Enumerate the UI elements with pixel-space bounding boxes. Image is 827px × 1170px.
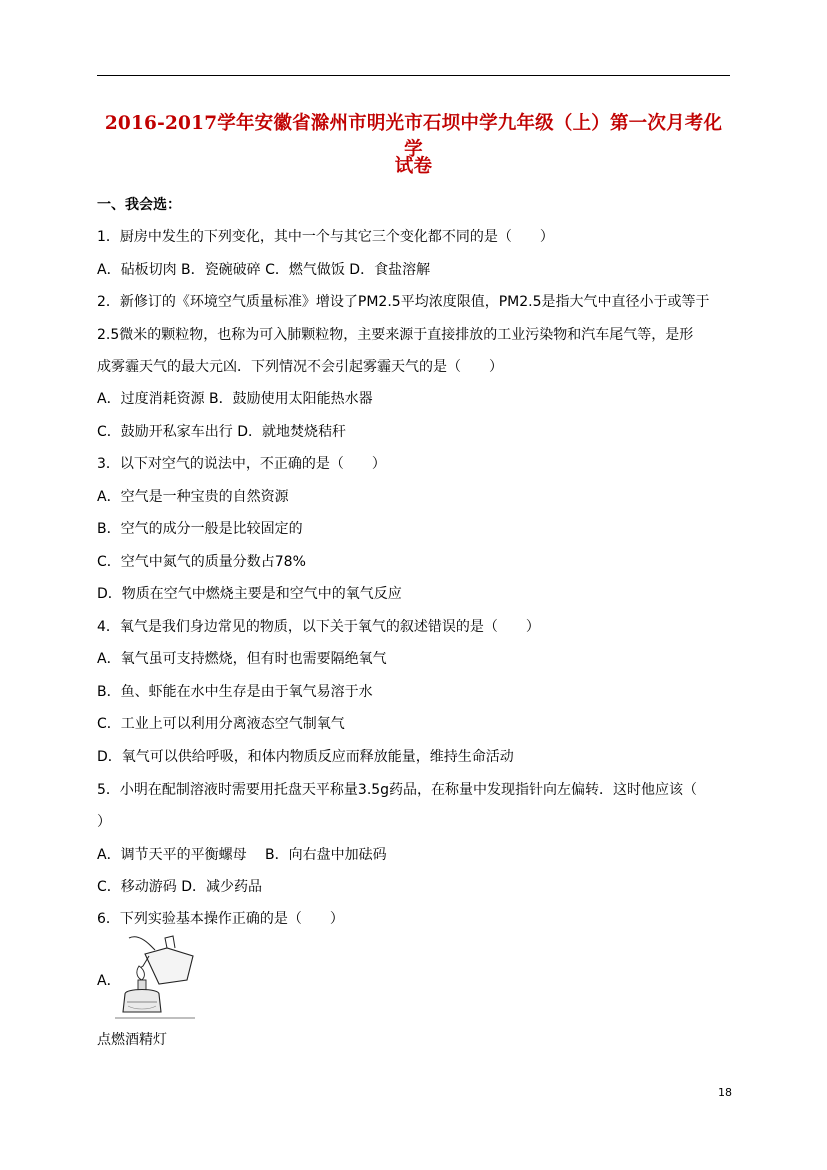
question-2-line-2: 2.5微米的颗粒物，也称为可入肺颗粒物，主要来源于直接排放的工业污染物和汽车尾气等，是形 xyxy=(97,327,694,343)
question-4-option-b: B．鱼、虾能在水中生存是由于氧气易溶于水 xyxy=(97,684,373,700)
question-1-options: A．砧板切肉 B．瓷碗破碎 C．燃气做饭 D．食盐溶解 xyxy=(97,262,431,278)
question-2-options-ab: A．过度消耗资源 B．鼓励使用太阳能热水器 xyxy=(97,391,373,407)
question-2-line-3: 成雾霾天气的最大元凶．下列情况不会引起雾霾天气的是（ ） xyxy=(97,359,503,375)
question-4: 4．氧气是我们身边常见的物质，以下关于氧气的叙述错误的是（ ） xyxy=(97,619,540,635)
question-3-option-b: B．空气的成分一般是比较固定的 xyxy=(97,521,303,537)
question-5-line-1: 5．小明在配制溶液时需要用托盘天平称量3.5g药品，在称量中发现指针向左偏转．这时他应该（ xyxy=(97,782,698,798)
question-3-option-a: A．空气是一种宝贵的自然资源 xyxy=(97,489,289,505)
question-3-option-c: C．空气中氮气的质量分数占78% xyxy=(97,554,306,570)
question-3-option-d: D．物质在空气中燃烧主要是和空气中的氧气反应 xyxy=(97,586,402,602)
question-6: 6．下列实验基本操作正确的是（ ） xyxy=(97,911,344,927)
question-3: 3．以下对空气的说法中，不正确的是（ ） xyxy=(97,456,386,472)
question-6-option-a-label: A． xyxy=(97,973,121,989)
question-2-line-1: 2．新修订的《环境空气质量标准》增设了PM2.5平均浓度限值，PM2.5是指大气中直径小于或等于 xyxy=(97,294,710,310)
section-heading: 一、我会选： xyxy=(97,197,181,213)
question-5-options-ab: A．调节天平的平衡螺母 B．向右盘中加砝码 xyxy=(97,847,387,863)
alcohol-lamp-illustration xyxy=(115,932,201,1022)
document-title-line-1: 2016-2017学年安徽省滁州市明光市石坝中学九年级（上）第一次月考化学 xyxy=(104,113,723,160)
question-5-options-cd: C．移动游码 D．减少药品 xyxy=(97,879,263,895)
question-1: 1．厨房中发生的下列变化，其中一个与其它三个变化都不同的是（ ） xyxy=(97,229,554,245)
question-5-line-2: ） xyxy=(97,814,111,830)
question-6-option-a-caption: 点燃酒精灯 xyxy=(97,1032,167,1048)
question-2-options-cd: C．鼓励开私家车出行 D．就地焚烧秸秆 xyxy=(97,424,347,440)
document-title-line-2: 试卷 xyxy=(394,156,433,177)
question-4-option-a: A．氧气虽可支持燃烧，但有时也需要隔绝氧气 xyxy=(97,651,387,667)
question-4-option-c: C．工业上可以利用分离液态空气制氧气 xyxy=(97,716,345,732)
question-4-option-d: D．氧气可以供给呼吸，和体内物质反应而释放能量，维持生命活动 xyxy=(97,749,514,765)
page-number: 18 xyxy=(718,1086,732,1099)
header-rule xyxy=(97,75,730,76)
